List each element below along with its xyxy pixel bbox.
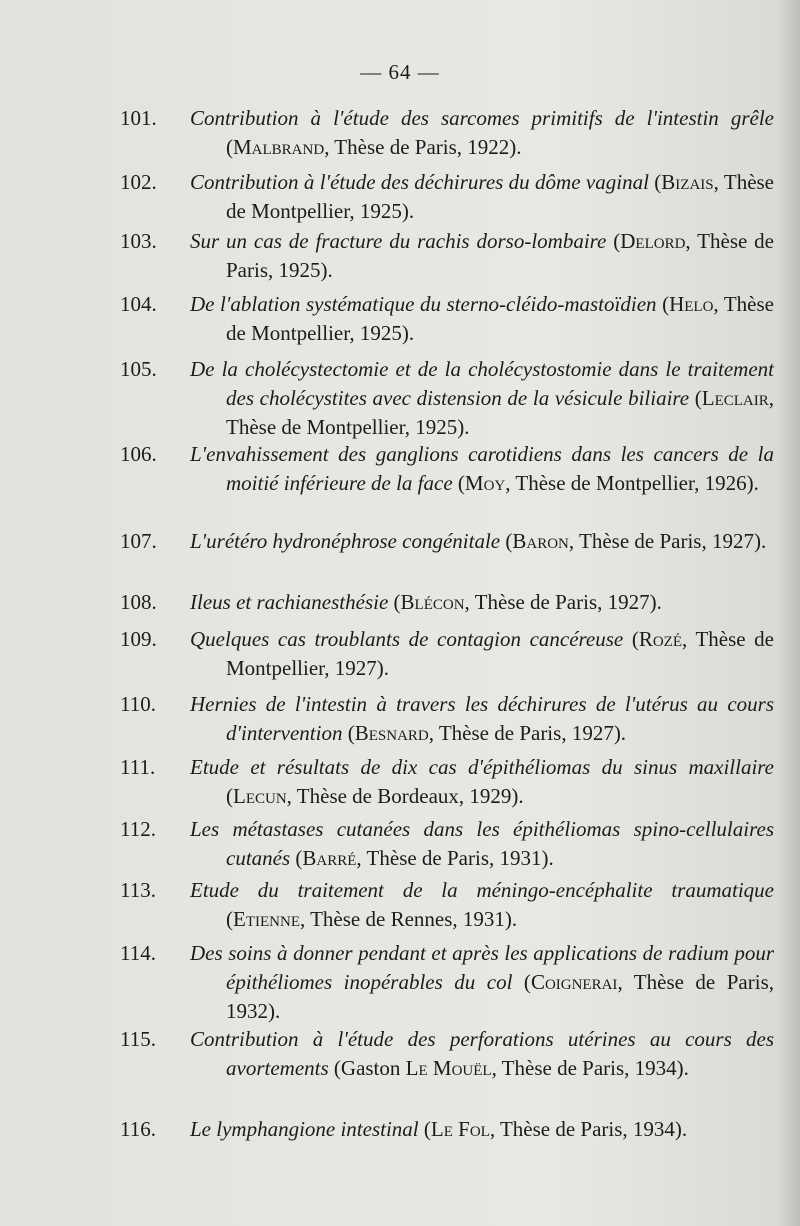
entry-number: 111. (120, 755, 156, 779)
entry-title: Etude et résultats de dix cas d'épithéliomas du sinus maxillaire (190, 755, 774, 779)
entry-number: 115. (120, 1027, 156, 1051)
entry-number: 101. (120, 106, 157, 130)
entry-number: 112. (120, 817, 156, 841)
entry-author: Etienne (233, 907, 300, 931)
entry-author: Helo (669, 292, 714, 316)
entry-open: ( (226, 907, 233, 931)
entry-open: ( (452, 471, 465, 495)
entry-text (190, 1115, 774, 1144)
entry-text (190, 1025, 774, 1083)
entry-title: Des soins à donner pendant et après les applications de radium pour épithéliomes inopérables du col (190, 941, 774, 994)
entry-number: 107. (120, 529, 157, 553)
entry-rest: , Thèse de Montpellier, 1927). (226, 627, 774, 680)
entry-title: Contribution à l'étude des sarcomes primitifs de l'intestin grêle (190, 106, 774, 130)
entry-author: Rozé (638, 627, 682, 651)
entry-rest: , Thèse de Paris, 1934). (491, 1056, 689, 1080)
entry-number: 106. (120, 442, 157, 466)
entry-open: ( (648, 170, 662, 194)
entry-number: 114. (120, 941, 156, 965)
entry-open: ( (418, 1117, 431, 1141)
entry-author: Coignerai (530, 970, 618, 994)
entry-author: Leclair (701, 386, 769, 410)
entry-text (190, 815, 774, 873)
entry-author: Bizais (661, 170, 714, 194)
entry-title: De la cholécystectomie et de la cholécystostomie dans le traitement des cholécystites avec distension de la vésicule biliaire (190, 357, 774, 410)
entry-rest: , Thèse de Paris, 1932). (226, 970, 775, 1023)
entry-author: Blécon (400, 590, 465, 614)
entry-text (190, 625, 774, 683)
entry-rest: , Thèse de Bordeaux, 1929). (286, 784, 524, 808)
entry-title: Contribution à l'étude des déchirures du dôme vaginal (190, 170, 649, 194)
entry-open: ( (656, 292, 670, 316)
entry-rest: , Thèse de Rennes, 1931). (299, 907, 518, 931)
entry-title: Ileus et rachianesthésie (190, 590, 389, 614)
entry-open: ( (500, 529, 513, 553)
entry-text (190, 168, 774, 226)
entry-title: Les métastases cutanées dans les épithéliomas spino-cellulaires cutanés (190, 817, 774, 870)
entry-rest: , Thèse de Paris, 1931). (356, 846, 554, 870)
entry-author: Lecun (233, 784, 287, 808)
page-number: — 64 — (360, 60, 440, 84)
entry-open: ( (512, 970, 531, 994)
entry-rest: , Thèse de Paris, 1927). (428, 721, 627, 745)
entry-text (190, 690, 774, 748)
entry-number: 102. (120, 170, 157, 194)
entry-number: 110. (120, 692, 156, 716)
entry-title: Hernies de l'intestin à travers les déchirures de l'utérus au cours d'intervention (190, 692, 774, 745)
entry-rest: , Thèse de Paris, 1925). (226, 229, 775, 282)
entry-title: L'urétéro hydronéphrose congénitale (190, 529, 501, 553)
entry-open: (Gaston (328, 1056, 406, 1080)
entry-author: Barré (302, 846, 357, 870)
entry-author: Le Fol (430, 1117, 490, 1141)
entry-rest: , Thèse de Paris, 1922). (324, 135, 522, 159)
entry-author: Baron (512, 529, 569, 553)
entry-number: 116. (120, 1117, 156, 1141)
entry-rest: , Thèse de Montpellier, 1925). (226, 292, 774, 345)
entry-number: 104. (120, 292, 157, 316)
entry-number: 113. (120, 878, 156, 902)
entry-author: Le Mouël (405, 1056, 492, 1080)
entry-open: ( (342, 721, 355, 745)
entry-rest: , Thèse de Montpellier, 1925). (226, 386, 774, 439)
entry-author: Malbrand (233, 135, 325, 159)
entry-author: Delord (620, 229, 686, 253)
entry-open: ( (689, 386, 702, 410)
entry-number: 109. (120, 627, 157, 651)
entry-open: ( (226, 784, 233, 808)
entry-title: Contribution à l'étude des perforations utérines au cours des avortements (190, 1027, 774, 1080)
entry-title: Etude du traitement de la méningo-encéphalite traumatique (190, 878, 774, 902)
entry-text (190, 355, 774, 442)
entry-text (190, 588, 774, 617)
entry-title: Le lymphangione intestinal (190, 1117, 419, 1141)
entry-rest: , Thèse de Montpellier, 1925). (226, 170, 775, 223)
entry-text (190, 440, 774, 498)
entry-text (190, 876, 774, 934)
entry-number: 108. (120, 590, 157, 614)
entry-author: Besnard (354, 721, 429, 745)
entry-rest: , Thèse de Paris, 1934). (489, 1117, 688, 1141)
entry-rest: , Thèse de Montpellier, 1926). (505, 471, 759, 495)
entry-author: Moy (464, 471, 506, 495)
entry-rest: , Thèse de Paris, 1927). (568, 529, 767, 553)
entry-title: L'envahissement des ganglions carotidiens dans les cancers de la moitié inférieure de la face (190, 442, 774, 495)
entry-open: ( (226, 135, 233, 159)
entry-text (190, 104, 774, 162)
entry-number: 105. (120, 357, 157, 381)
entry-title: Sur un cas de fracture du rachis dorso-lombaire (190, 229, 607, 253)
entry-text (190, 753, 774, 811)
entry-number: 103. (120, 229, 157, 253)
entry-text (190, 227, 774, 285)
entry-rest: , Thèse de Paris, 1927). (464, 590, 662, 614)
entry-open: ( (623, 627, 639, 651)
entry-open: ( (606, 229, 621, 253)
entry-title: De l'ablation systématique du sterno-cléido-mastoïdien (190, 292, 657, 316)
entry-open: ( (290, 846, 303, 870)
entry-text (190, 939, 774, 1026)
entry-open: ( (388, 590, 401, 614)
entry-text (190, 290, 774, 348)
entry-text (190, 527, 774, 556)
entry-title: Quelques cas troublants de contagion cancéreuse (190, 627, 624, 651)
